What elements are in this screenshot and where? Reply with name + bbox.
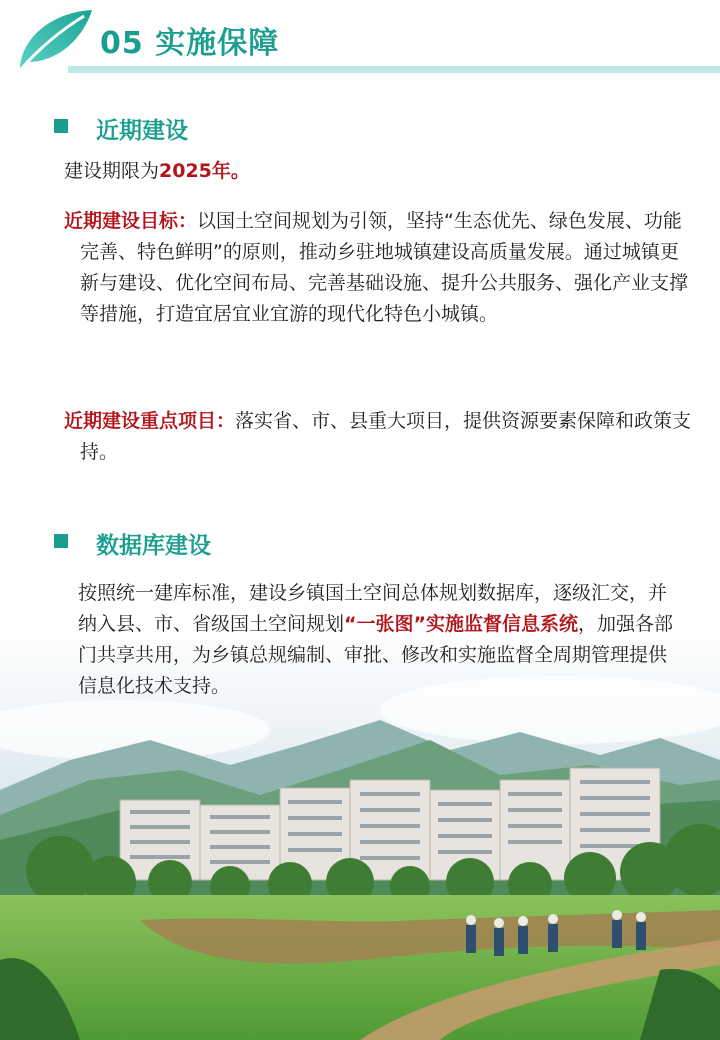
database-paragraph [78, 578, 676, 702]
section-title: 数据库建设 [96, 533, 211, 559]
database-text-part1: 按照统一建库标准，建设乡镇国土空间总体规划数据库，逐级汇交，并纳入县、市、省级国土空间规划 [78, 582, 668, 635]
goal-text: 以国土空间规划为引领，坚持“生态优先、绿色发展、功能完善、特色鲜明”的原则，推动乡驻地城镇建设高质量发展。通过城镇更新与建设、优化空间布局、完善基础设施、提升公共服务、强化产业支撑等措施，打造宜居宜业宜游的现代化特色小城镇。 [80, 210, 689, 325]
page-header [0, 0, 720, 80]
section-bullet [54, 119, 68, 133]
database-text-part2: ，加强各部门共享共用，为乡镇总规编制、审批、修改和实施监督全周期管理提供信息化技术支持。 [78, 613, 674, 697]
period-prefix: 建设期限为 [64, 160, 160, 182]
database-highlight: “一张图”实施监督信息系统 [344, 613, 578, 635]
goal-label: 近期建设目标： [64, 210, 198, 232]
key-projects [64, 406, 692, 468]
title-underline [68, 66, 720, 73]
projects-text: 落实省、市、县重大项目，提供资源要素保障和政策支持。 [80, 410, 692, 463]
page-title: 05 实施保障 [100, 26, 280, 61]
section-bullet [54, 534, 68, 548]
section-title: 近期建设 [96, 118, 188, 144]
construction-period [64, 156, 664, 187]
period-value: 2025年。 [159, 160, 250, 182]
near-term-goal [64, 206, 692, 330]
section-heading-near-term [54, 112, 354, 142]
leaf-icon [14, 6, 96, 72]
projects-label: 近期建设重点项目： [64, 410, 236, 432]
section-heading-database [54, 527, 354, 557]
